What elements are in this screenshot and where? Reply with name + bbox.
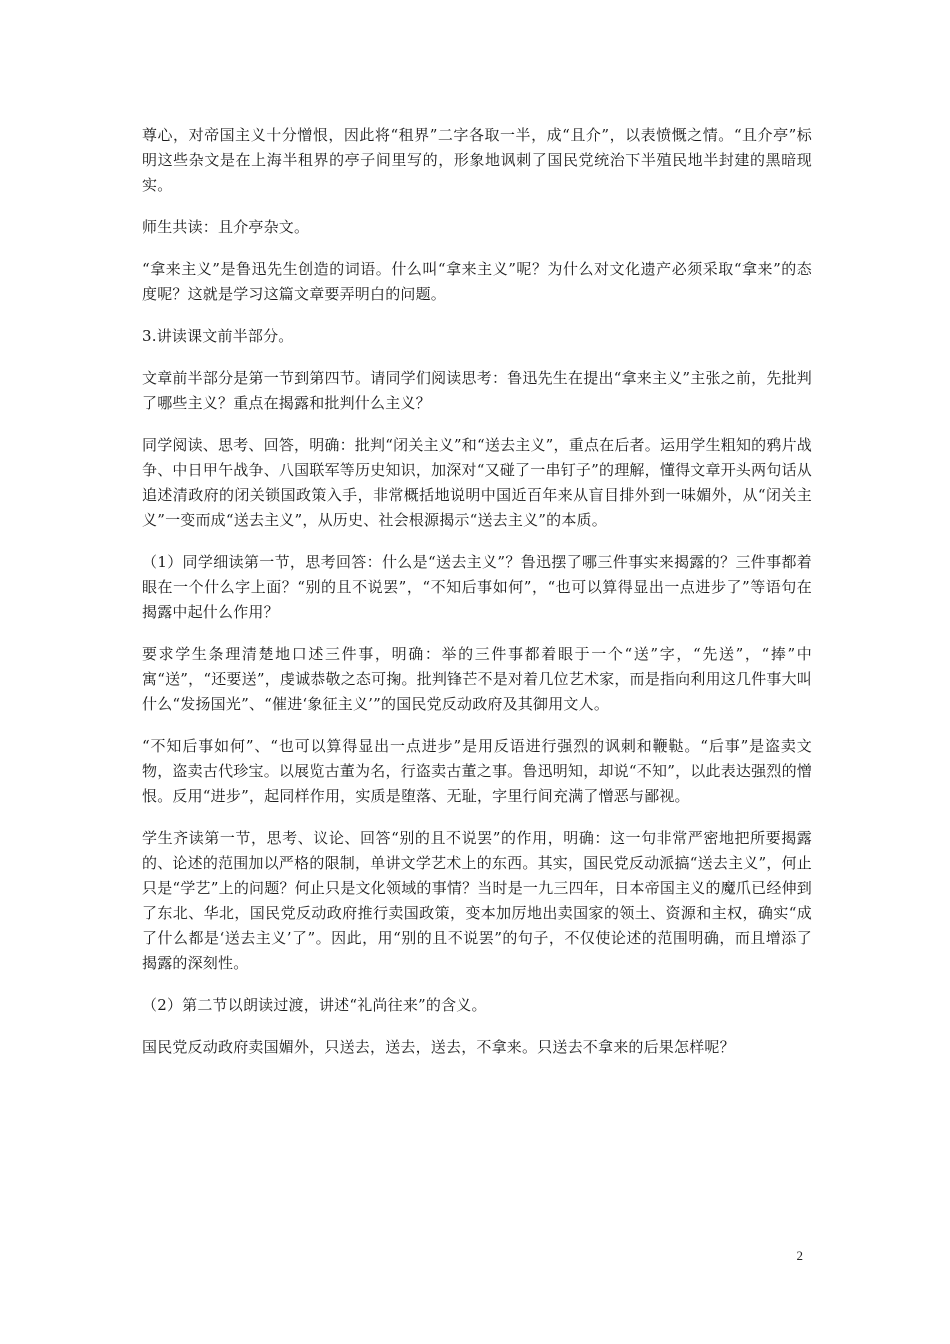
body-text bbox=[142, 123, 812, 1077]
paragraph-11: （2）第二节以朗读过渡，讲述“礼尚往来”的含义。 bbox=[142, 996, 487, 1014]
page-number: 2 bbox=[796, 1248, 803, 1263]
paragraph-10: 学生齐读第一节，思考、议论、回答“别的且不说罢”的作用，明确：这一句非常严密地把所要揭露的、论述的范围加以严格的限制，单讲文学艺术上的东西。其实，国民党反动派搞“送去主义”，何止只是“学艺”上的问题？何止只是文化领域的事情？当时是一九三四年，日本帝国主义的魔爪已经伸到了东北、华北，国民党反动政府推行卖国政策，变本加厉地出卖国家的领土、资源和主权，确实“成了什么都是‘送去主义’了”。因此，用“别的且不说罢”的句子，不仅使论述的范围明确，而且增添了揭露的深刻性。 bbox=[142, 829, 812, 972]
paragraph-9: “不知后事如何”、“也可以算得显出一点进步”是用反语进行强烈的讽刺和鞭鞑。“后事”是盗卖文物，盗卖古代珍宝。以展览古董为名，行盗卖古董之事。鲁迅明知，却说“不知”，以此表达强烈的憎恨。反用“进步”，起同样作用，实质是堕落、无耻，字里行间充满了憎恶与鄙视。 bbox=[142, 737, 812, 805]
paragraph-4: 3.讲读课文前半部分。 bbox=[142, 327, 294, 345]
paragraph-12: 国民党反动政府卖国媚外，只送去，送去，送去，不拿来。只送去不拿来的后果怎样呢？ bbox=[142, 1038, 735, 1056]
paragraph-8: 要求学生条理清楚地口述三件事，明确：举的三件事都着眼于一个“送”字，“先送”，“捧”中寓“送”，“还要送”，虔诚恭敬之态可掬。批判锋芒不是对着几位艺术家，而是指向利用这几件事大叫什么“发扬国光”、“催进‘象征主义’”的国民党反动政府及其御用文人。 bbox=[142, 645, 812, 713]
paragraph-6: 同学阅读、思考、回答，明确：批判“闭关主义”和“送去主义”，重点在后者。运用学生粗知的鸦片战争、中日甲午战争、八国联军等历史知识，加深对“又碰了一串钉子”的理解，懂得文章开头两句话从追述清政府的闭关锁国政策入手，非常概括地说明中国近百年来从盲目排外到一味媚外，从“闭关主义”一变而成“送去主义”，从历史、社会根源揭示“送去主义”的本质。 bbox=[142, 436, 812, 529]
paragraph-2: 师生共读：且介亭杂文。 bbox=[142, 218, 310, 236]
paragraph-1: 尊心，对帝国主义十分憎恨，因此将“租界”二字各取一半，成“且介”，以表愤慨之情。“且介亭”标明这些杂文是在上海半租界的亭子间里写的，形象地讽刺了国民党统治下半殖民地半封建的黑暗现实。 bbox=[142, 126, 812, 194]
paragraph-3: “拿来主义”是鲁迅先生创造的词语。什么叫“拿来主义”呢？为什么对文化遗产必须采取“拿来”的态度呢？这就是学习这篇文章要弄明白的问题。 bbox=[142, 260, 812, 303]
paragraph-5: 文章前半部分是第一节到第四节。请同学们阅读思考：鲁迅先生在提出“拿来主义”主张之前，先批判了哪些主义？重点在揭露和批判什么主义？ bbox=[142, 369, 812, 412]
paragraph-7: （1）同学细读第一节，思考回答：什么是“送去主义”？鲁迅摆了哪三件事实来揭露的？三件事都着眼在一个什么字上面？“别的且不说罢”，“不知后事如何”，“也可以算得显出一点进步了”等语句在揭露中起什么作用？ bbox=[142, 553, 812, 621]
